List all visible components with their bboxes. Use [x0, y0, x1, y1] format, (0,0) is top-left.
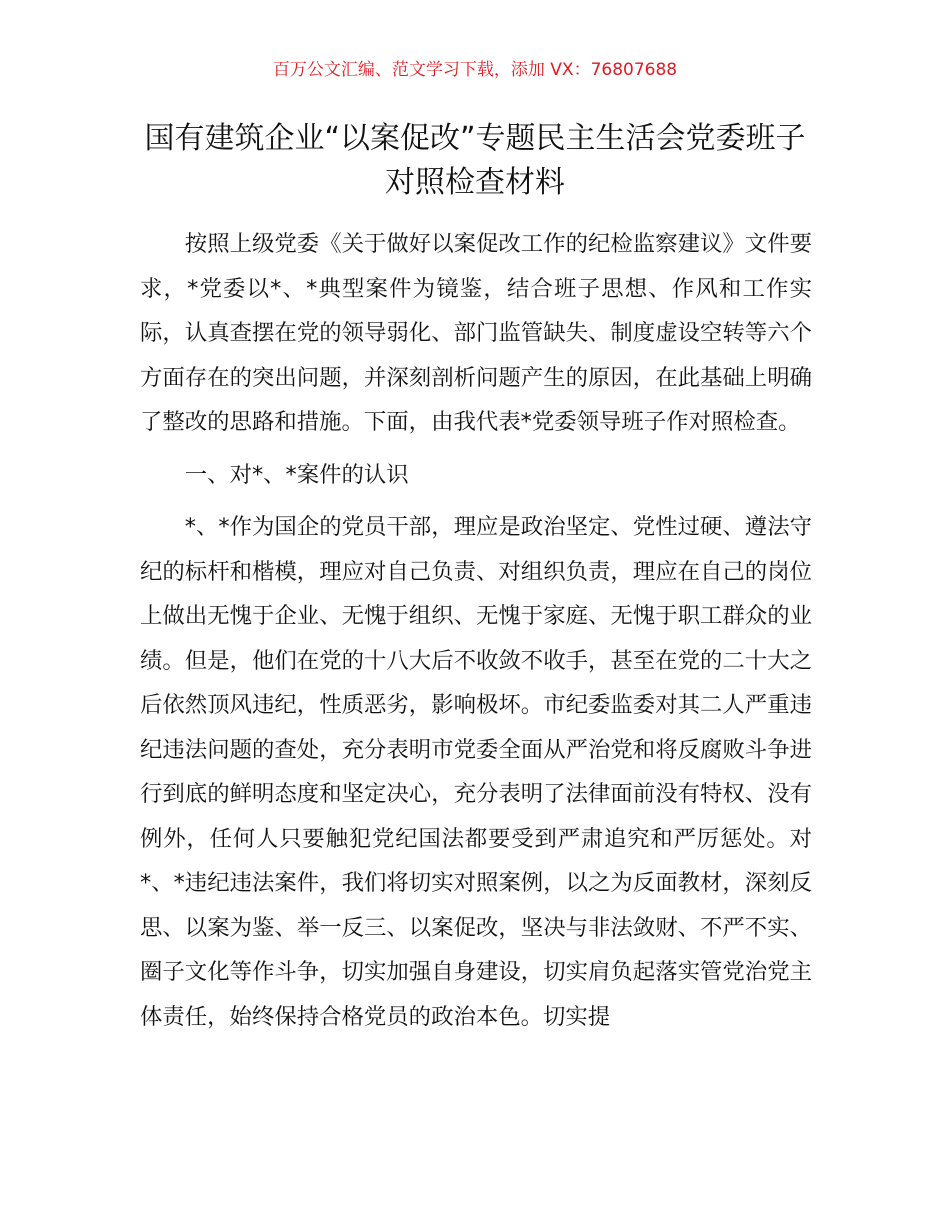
document-title: 国有建筑企业“以案促改”专题民主生活会党委班子对照检查材料 — [144, 121, 806, 200]
watermark-banner: 百万公文汇编、范文学习下载，添加 VX：76807688 — [272, 60, 678, 80]
section-heading: 一、对*、*案件的认识 — [184, 461, 409, 488]
document-body — [140, 222, 812, 1039]
section-paragraph: *、*作为国企的党员干部，理应是政治坚定、党性过硬、遵法守纪的标杆和楷模，理应对自己负责、对组织负责，理应在自己的岗位上做出无愧于企业、无愧于组织、无愧于家庭、无愧于职工群众的业绩。但是，他们在党的十八大后不收敛不收手，甚至在党的二十大之后依然顶风违纪，性质恶劣，影响极坏。市纪委监委对其二人严重违纪违法问题的查处，充分表明市党委全面从严治党和将反腐败斗争进行到底的鲜明态度和坚定决心，充分表明了法律面前没有特权、没有例外，任何人只要触犯党纪国法都要受到严肃追究和严厉惩处。对*、*违纪违法案件，我们将切实对照案例，以之为反面教材，深刻反思、以案为鉴、举一反三、以案促改，坚决与非法敛财、不严不实、圈子文化等作斗争，切实加强自身建设，切实肩负起落实管党治党主体责任，始终保持合格党员的政治本色。切实提 — [140, 514, 812, 1030]
intro-paragraph: 按照上级党委《关于做好以案促改工作的纪检监察建议》文件要求，*党委以*、*典型案件为镜鉴，结合班子思想、作风和工作实际，认真查摆在党的领导弱化、部门监管缺失、制度虚设空转等六个方面存在的突出问题，并深刻剖析问题产生的原因，在此基础上明确了整改的思路和措施。下面，由我代表*党委领导班子作对照检查。 — [140, 231, 812, 435]
